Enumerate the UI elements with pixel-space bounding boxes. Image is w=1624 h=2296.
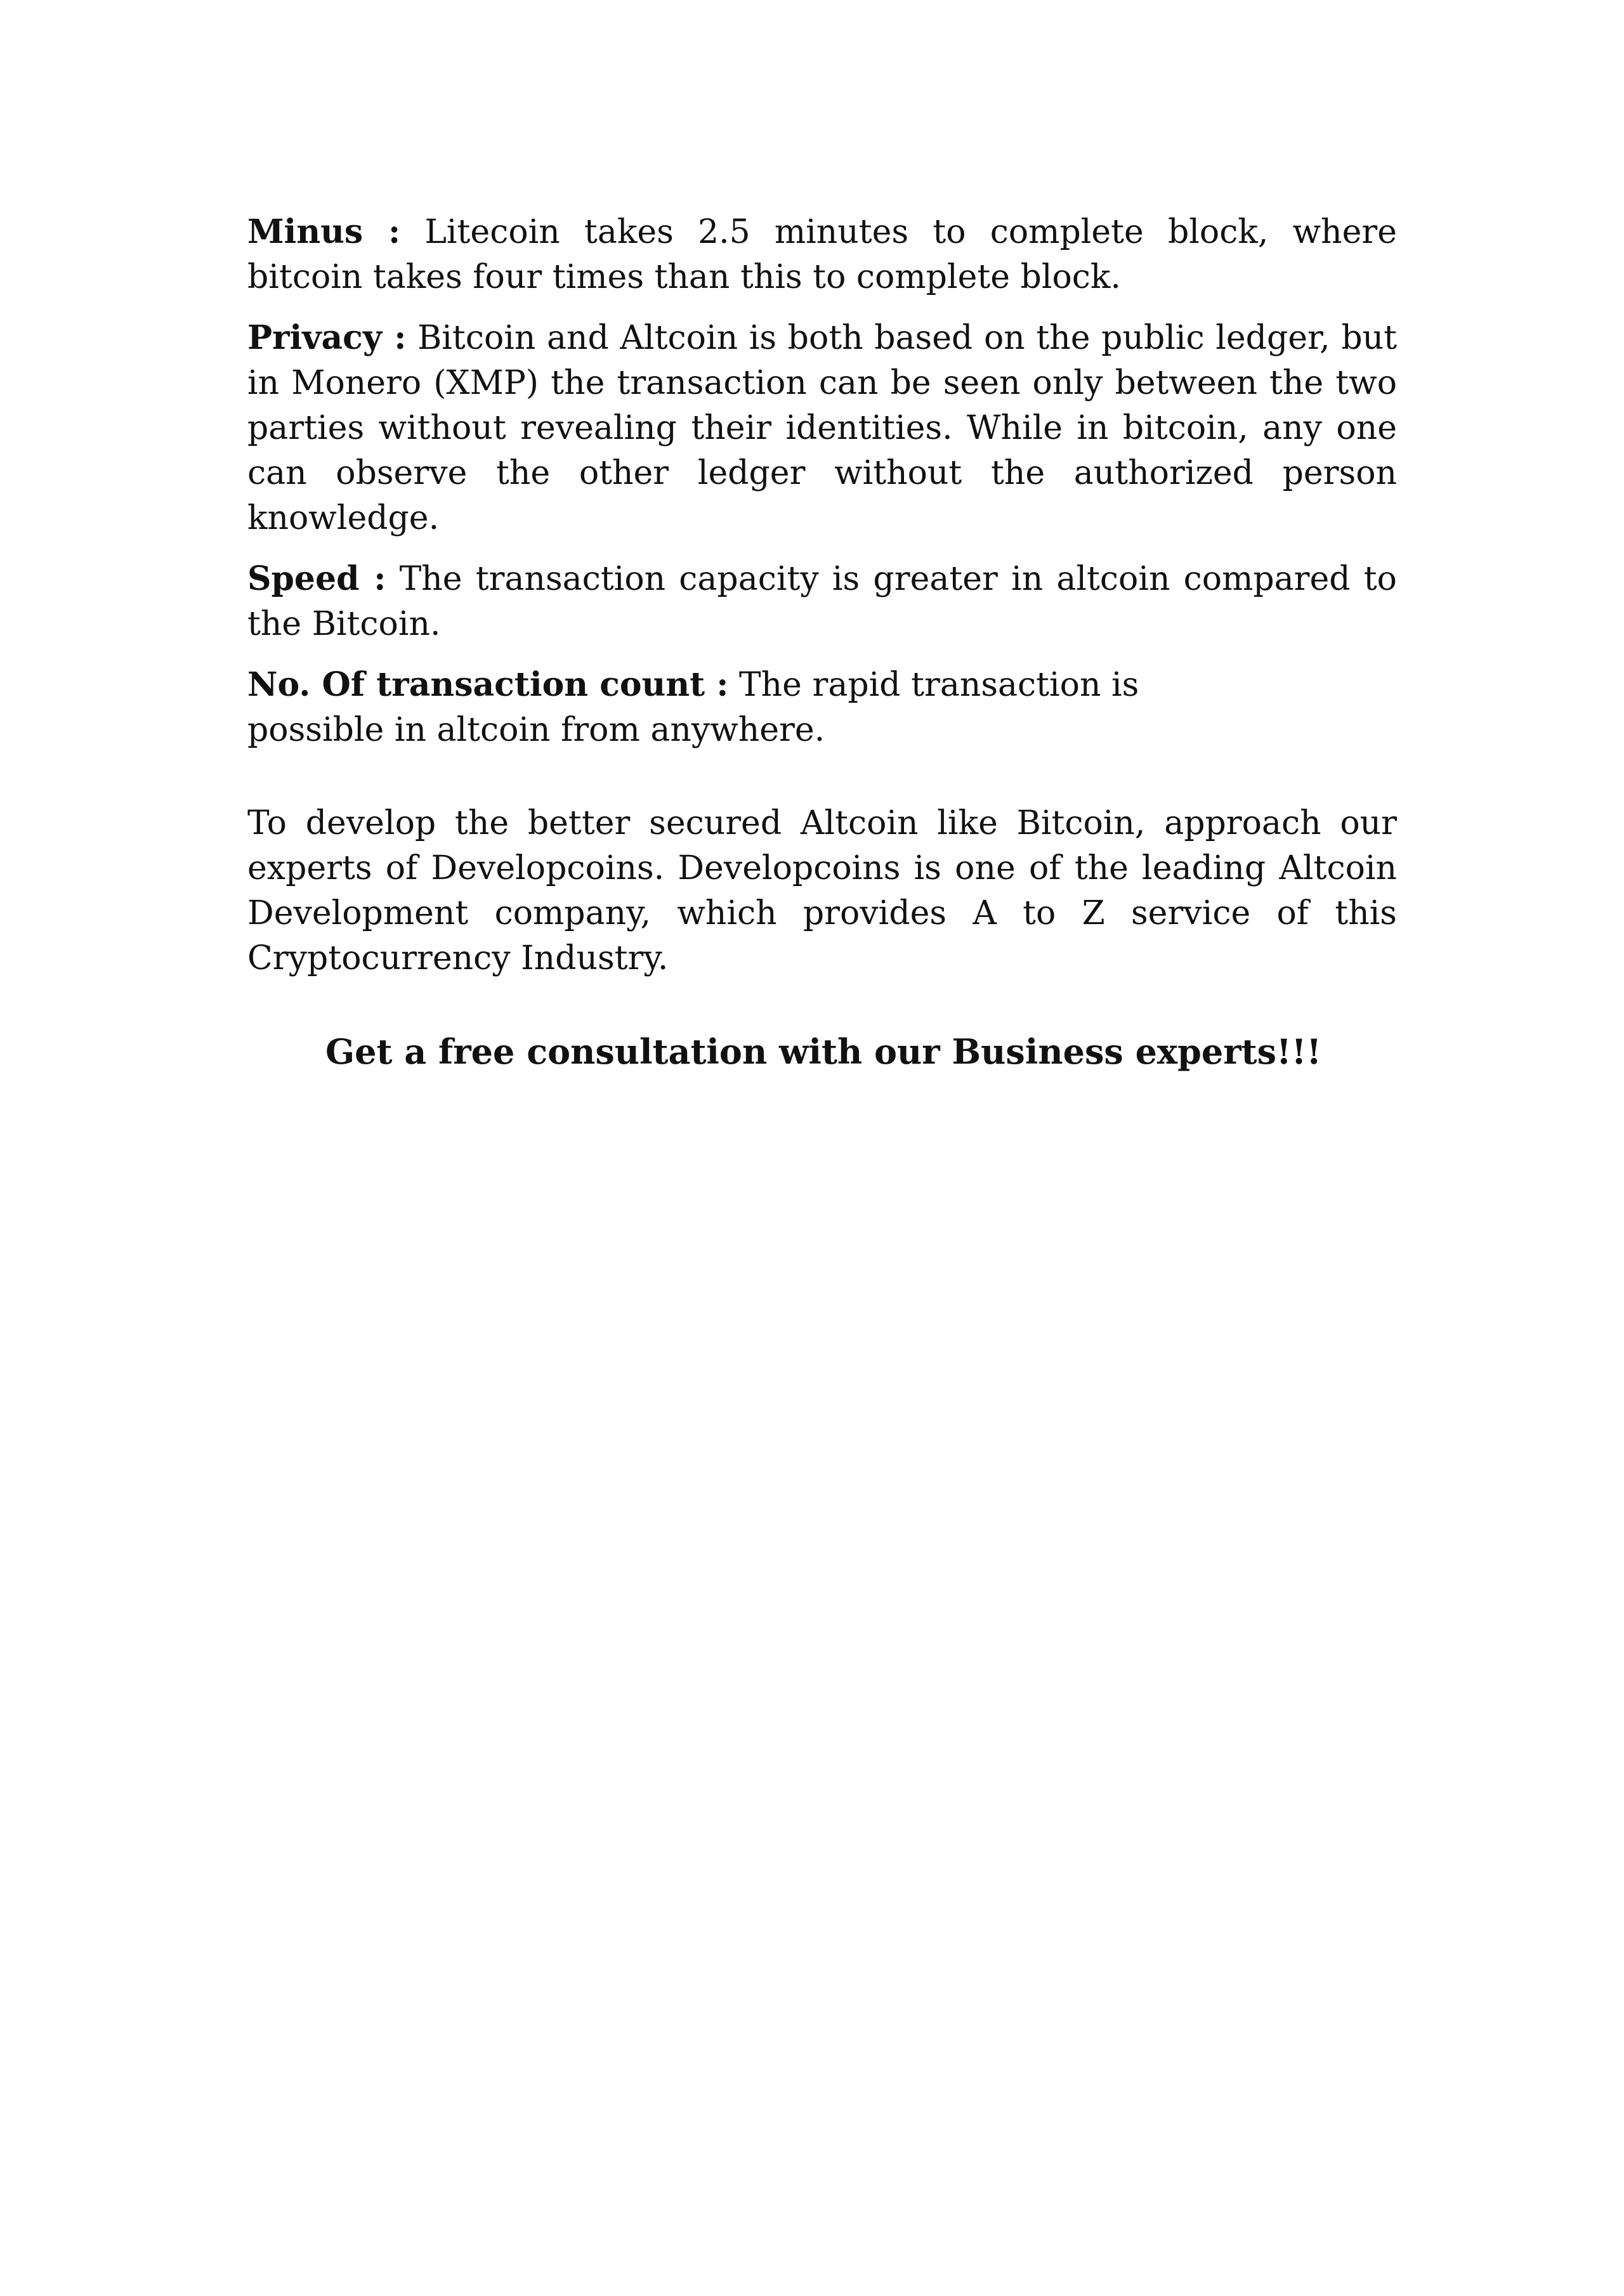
feature-text: The rapid transaction is possible in altcoin from anywhere. (247, 666, 1139, 749)
closing-paragraph: To develop the better secured Altcoin like Bitcoin, approach our experts of Developcoins. Developcoins is one of the leading Altcoin Development company, which provides A to Z service of this Cryptocurrency Industry. (247, 804, 1397, 977)
feature-term: No. Of transaction count : (247, 665, 729, 704)
call-to-action: Get a free consultation with our Business experts!!! (325, 1031, 1322, 1072)
feature-privacy (247, 315, 1397, 541)
document-page (247, 209, 1397, 1074)
feature-minus (247, 209, 1397, 300)
feature-text: The transaction capacity is greater in altcoin compared to the Bitcoin. (247, 560, 1397, 643)
feature-speed (247, 556, 1397, 647)
feature-text: Bitcoin and Altcoin is both based on the public ledger, but in Monero (XMP) the transaction can be seen only between the two parties without revealing their identities. While in bitcoin, any one can observe the other ledger without the authorized person knowledge. (247, 319, 1397, 537)
feature-transaction-count (247, 662, 1275, 753)
feature-text: Litecoin takes 2.5 minutes to complete block, where bitcoin takes four times than this to complete block. (247, 213, 1397, 296)
feature-term: Privacy : (247, 318, 407, 357)
section-spacer (247, 753, 1397, 801)
feature-term: Minus : (247, 212, 401, 251)
feature-term: Speed : (247, 559, 386, 598)
